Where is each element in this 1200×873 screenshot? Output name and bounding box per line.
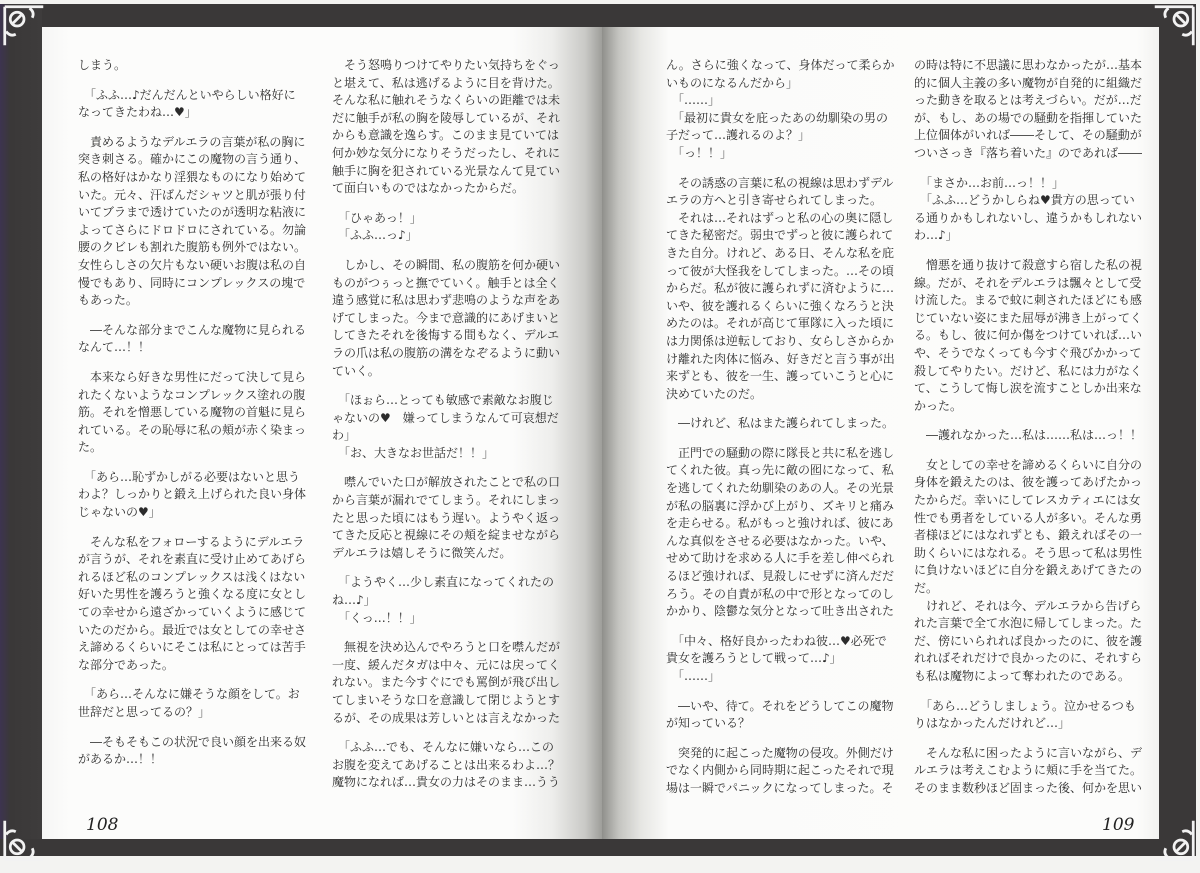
text-line: が知っている？ (666, 716, 751, 731)
text-line: 本来なら好きな男性にだって決して見ら (78, 369, 307, 384)
text-line: からだ。私が彼に護られずに済むように… (666, 281, 895, 296)
text-line: 突発的に起こった魔物の侵攻。外側だけ (666, 745, 894, 760)
paragraph-break (78, 357, 318, 369)
text-line: 子だって…護れるのよ？」 (666, 128, 811, 143)
text-line: 「ふふ…でも、そんなに嫌いなら…この (332, 740, 555, 755)
text-line: 「ふふ…っ♪」 (332, 228, 418, 243)
text-line: るが、その成果は芳しいとは言えなかった (332, 710, 561, 725)
text-line: いた。元々、汗ばんだシャツと肌が張り付 (78, 187, 306, 202)
text-line: 性でも勇者をしている人が多い。そんな勇 (914, 510, 1143, 525)
text-line: れない。また今すぐにでも罵倒が飛び出し (332, 675, 561, 690)
text-line: れた言葉で全て水泡に帰してしまった。た (914, 616, 1143, 631)
text-line: 噤んでいた口が解放されたことで私の口 (332, 475, 561, 490)
paragraph-break (78, 674, 318, 686)
text-line: そんな私をフォローするようにデルエラ (78, 534, 305, 549)
text-line: エラの方へと引き寄せられてしまった。 (666, 193, 883, 208)
paragraph-break (914, 245, 1154, 257)
book-frame-right (1159, 4, 1196, 856)
text-line: が私の脳裏に浮かび上がり、ズキリと痛み (666, 498, 895, 513)
paragraph-break (78, 722, 318, 734)
text-line: 「ようやく…少し素直になってくれたの (332, 575, 555, 590)
text-line: ものがつぅっと撫でていく。触手とは全く (332, 275, 560, 290)
text-line: に負けないほどに自分を鍛えあげてきたの (914, 563, 1143, 578)
paragraph-break (78, 75, 318, 87)
text-line: お腹を変えてあげることは出来るわよ…？ (332, 757, 561, 772)
paragraph-break (666, 686, 906, 698)
text-line: 場は一瞬でパニックになってしまった。そ (666, 780, 894, 795)
text-line: と堪えて、私は逃げるように目を背けた。 (332, 75, 560, 90)
text-line: 慢でもあり、同時にコンプレックスの塊で (78, 275, 306, 290)
text-line: 「まさか…お前…っ！！」 (914, 175, 1065, 190)
text-line: 魔物になれば…貴女の力はそのまま…うう (332, 775, 561, 790)
text-line: じゃないの♥」 (78, 505, 161, 520)
paragraph-break (78, 122, 318, 134)
paragraph-break (666, 403, 906, 415)
paragraph-break (666, 433, 906, 445)
text-line: だ。 (914, 581, 939, 596)
text-line: ―そもそもこの状況で良い顔を出来る奴 (78, 734, 307, 749)
text-line: でなく内側から同時期に起こったそれで現 (666, 763, 894, 778)
text-line: しまう。 (78, 58, 127, 72)
text-line: そんな私に触れそうなくらいの距離では未 (332, 93, 561, 108)
text-line: 好いた男性を護ろうと強くなる度に女とし (78, 587, 307, 602)
text-line: 「あら…どうしましょう。泣かせるつも (914, 698, 1136, 713)
text-line: めたのは。それが高じて軍隊に入った頃に (666, 316, 895, 331)
text-line: かかり、陰鬱な気分となって吐き出された (666, 604, 895, 619)
text-line: 「最初に貴女を庇ったあの幼馴染の男の (666, 110, 889, 125)
text-line: 「ふふ…どうかしらね♥貴方の思ってい (914, 193, 1135, 208)
text-line: ラの爪は私の腹筋の溝をなぞるように動い (332, 345, 561, 360)
text-line: 「中々、格好良かったわね彼…♥必死で (666, 633, 887, 648)
text-line: があるか…！！ (78, 752, 163, 767)
left-page (42, 27, 602, 839)
text-line: れればそれだけで良かったのに、それすら (914, 651, 1143, 666)
text-line: 的に個人主義の多い魔物が自発的に組織だ (914, 75, 1143, 90)
paragraph-break (332, 380, 572, 392)
text-line: ゃないの♥ 嫌ってしまうなんて可哀想だ (332, 410, 559, 425)
text-line: な部分であった。 (78, 657, 174, 672)
text-line: だ、傍にいられれば良かったのに、彼を護 (914, 633, 1143, 648)
text-line: る通りかもしれないし、違うかもしれない (914, 210, 1143, 225)
book-frame-left (0, 4, 42, 856)
text-line: った動きを取るとは考えづらい。だが…だ (914, 93, 1142, 108)
text-line: が、もし、あの場での騒動を指揮していた (914, 110, 1143, 125)
text-line: けれど、それは今、デルエラから告げら (914, 598, 1142, 613)
text-line: 責めるようなデルエラの言葉が私の胸に (78, 134, 306, 149)
text-line: や、そうでなくっても今すぐ飛びかかって (914, 345, 1142, 360)
text-line: ルエラは考えこむように頬に手を当てた。 (914, 763, 1143, 778)
text-line: 助くらいにはなれる。そう思って私は男性 (914, 545, 1143, 560)
text-line: なってきたわね…♥」 (78, 105, 197, 120)
text-column-2 (332, 57, 572, 792)
text-line: 憎悪を通り抜けて殺意すら宿した私の視 (914, 257, 1143, 272)
text-line: 違う感覚に私は思わず悲鳴のような声をあ (332, 293, 561, 308)
corner-ornament-icon (1152, 4, 1196, 48)
text-line: 一度、緩んだタガは中々、元には戻ってく (332, 657, 561, 672)
text-line: そんな私に困ったように言いながら、デ (914, 745, 1143, 760)
text-line: れたくないようなコンプレックス塗れの腹 (78, 387, 306, 402)
text-line: の時は特に不思議に思わなかったが…基本 (914, 58, 1143, 72)
text-line: 来ずとも、彼を一生、護っていこうと心に (666, 369, 895, 384)
text-line: てしまいそうな口を意識して閉じようとす (332, 693, 561, 707)
corner-ornament-icon (2, 4, 46, 48)
text-line: 線。だが、それをデルエラは飄々として受 (914, 275, 1142, 290)
text-line: んな真似をさせる必要はなかった。いや、 (666, 533, 894, 548)
paragraph-break (78, 457, 318, 469)
text-line: それは…それはずっと私の心の奥に隠し (666, 210, 894, 225)
text-line: そのまま数秒ほど固まった後、何かを思い (914, 780, 1143, 795)
text-line: れている。その恥辱に私の頬が赤く染まっ (78, 422, 307, 437)
corner-ornament-icon (1152, 818, 1196, 862)
text-line: 世辞だと思ってるの？」 (78, 705, 211, 719)
text-line: 貴女を護ろうとして戦って…♪」 (666, 651, 842, 666)
text-line: たと思った頃にはもう遅い。ようやく返っ (332, 510, 561, 525)
text-line: ―いや、待て。それをどうしてこの魔物 (666, 698, 894, 713)
text-line: ついさっき『落ち着いた』のであれば―― (914, 145, 1143, 160)
text-line: てきた反応と視線にその頬を綻ませながら (332, 528, 561, 543)
paragraph-break (332, 562, 572, 574)
text-line: 突き刺さる。確かにこの魔物の言う通り、 (78, 152, 307, 167)
text-line: たからだ。幸いにしてレスカティエには女 (914, 493, 1141, 508)
text-line: て、こうして悔し涙を流すことしか出来な (914, 381, 1142, 396)
text-line: よってさらにドロドロにされている。勿論 (78, 222, 307, 237)
text-line: 「ふふ…♪だんだんといやらしい格好に (78, 87, 296, 102)
paragraph-break (666, 163, 906, 175)
text-line: せめて助けを求める人に手を差し伸べられ (666, 551, 895, 566)
text-line: が言うが、それを素直に受け止めてあげら (78, 552, 307, 567)
paragraph-break (914, 733, 1154, 745)
text-line: わ」 (332, 428, 357, 443)
text-line: 「……」 (666, 93, 721, 108)
text-line: れるほど私のコンプレックスは浅くはない (78, 569, 306, 584)
text-line: しかし、その瞬間、私の腹筋を何か硬い (332, 257, 561, 272)
text-line: りはなかったんだけれど…」 (914, 716, 1071, 731)
text-line: 「くっ…！！」 (332, 610, 422, 625)
text-line: け離れた肉体に悩み、好きだと言う事が出 (666, 351, 895, 366)
text-line: るほど強ければ、見殺しにせずに済んだだ (666, 569, 895, 584)
text-line: わよ？しっかりと鍛え上げられた良い身体 (78, 487, 307, 502)
text-line: た。 (78, 440, 103, 455)
text-line: 「……」 (666, 669, 721, 683)
text-line: 私の格好はかなり淫猥なものになり始めて (78, 169, 307, 184)
text-line: 「ひゃあっ！」 (332, 210, 422, 225)
text-line: てくれた彼。真っ先に敵の囮になって、私 (666, 463, 894, 478)
corner-ornament-icon (2, 818, 46, 862)
book-frame-bottom (0, 839, 1196, 856)
text-line: してきたそれを後悔する間もなく、デルエ (332, 328, 560, 343)
text-line: 者様ほどにはなれずとも、鍛えればその一 (914, 528, 1143, 543)
text-line: 「あら…恥ずかしがる必要はないと思う (78, 469, 301, 484)
text-line: 身体を鍛えたのは、彼を護ってあげたかっ (914, 475, 1143, 490)
text-line: も私は魔物によって奪われたのである。 (914, 669, 1131, 683)
text-line: てきた秘密だ。弱虫でずっと彼に護られて (666, 228, 894, 243)
paragraph-break (332, 198, 572, 210)
text-line: 「ほぉら…とっても敏感で素敵なお腹じ (332, 393, 554, 408)
page-number-left: 108 (86, 815, 119, 835)
text-line: ん。さらに強くなって、身体だって柔らか (666, 58, 895, 72)
text-line: 「あら…そんなに嫌そうな顔をして。お (78, 687, 300, 702)
text-line: いや、彼を護れるくらいに強くなろうと決 (666, 298, 894, 313)
text-line: 触手に胸を犯されている光景なんて見てい (332, 163, 561, 178)
text-line: 何か妙な気分になりそうだったし、それに (332, 145, 561, 160)
text-line: 「っ！！」 (666, 145, 733, 160)
text-line: じていない姿にまた屈辱が沸き上がってく (914, 310, 1143, 325)
paragraph-break (914, 686, 1154, 698)
text-line: って彼が大怪我をしてしまった。…その頃 (666, 263, 895, 278)
book-frame-top (0, 4, 1196, 27)
text-line: デルエラは嬉しそうに微笑んだ。 (332, 545, 512, 560)
paragraph-break (332, 627, 572, 639)
text-line: 決めていたのだ。 (666, 386, 763, 401)
text-line: 上位個体がいれば――そして、その騒動が (914, 128, 1142, 143)
paragraph-break (914, 415, 1154, 427)
text-line: ―けれど、私はまた護られてしまった。 (666, 416, 895, 431)
right-page (602, 27, 1159, 839)
text-line: を逃してくれた幼馴染のあの人。その光景 (666, 481, 895, 496)
text-line: いものになるんだから」 (666, 75, 799, 90)
paragraph-break (332, 727, 572, 739)
text-line: もあった。 (78, 293, 138, 308)
text-line: ていく。 (332, 363, 380, 378)
text-line: 無視を決め込んでやろうと口を噤んだが (332, 640, 561, 655)
text-line: 正門での騒動の際に隊長と共に私を逃し (666, 445, 895, 460)
text-line: そう怒鳴りつけてやりたい気持ちをぐっ (332, 58, 560, 72)
text-line: わ…♪」 (914, 228, 958, 243)
text-column-1 (78, 57, 318, 769)
text-line: て面白いものではなかったからだ。 (332, 181, 525, 196)
text-line: 筋。それを憎悪している魔物の首魁に見ら (78, 405, 307, 420)
text-line: だに触手が私の胸を陵辱しているが、それ (332, 110, 561, 125)
text-line: ―護れなかった…私は……私は…っ！！ (914, 428, 1143, 443)
text-line: げてしまった。今まで意識的にあげまいと (332, 310, 561, 325)
text-line: から言葉が漏れでてしまう。それにしまっ (332, 493, 561, 508)
text-line: え諦めるくらいにそこは私にとっては苦手 (78, 640, 306, 655)
page-number-right: 109 (1102, 815, 1135, 835)
paragraph-break (332, 462, 572, 474)
text-line: ての幸せから遠ざかっていくように感じて (78, 605, 307, 620)
text-line: る。もし、彼に何か傷をつけていれば…い (914, 328, 1143, 343)
text-line: なんて…！！ (78, 340, 151, 355)
text-column-3 (666, 57, 906, 798)
text-line: いてブラまで透けていたのが透明な粘液に (78, 205, 307, 220)
paragraph-break (332, 245, 572, 257)
text-line: きた自分。けれど、ある日、そんな私を庇 (666, 245, 895, 260)
paragraph-break (914, 163, 1154, 175)
text-line: いたのだから。最近では女としての幸せさ (78, 622, 307, 637)
text-line: 女性らしさの欠片もない硬いお腹は私の自 (78, 257, 307, 272)
text-line: 腰のクビレも割れた腹筋も例外ではない。 (78, 240, 307, 255)
text-line: 「お、大きなお世話だ！！」 (332, 445, 495, 460)
text-line: ―そんな部分までこんな魔物に見られる (78, 322, 307, 337)
text-line: け流した。まるで蚊に刺されたほどにも感 (914, 293, 1142, 308)
paragraph-break (78, 310, 318, 322)
text-line: その誘惑の言葉に私の視線は思わずデル (666, 175, 894, 190)
paragraph-break (666, 621, 906, 633)
paragraph-break (78, 522, 318, 534)
text-line: ね…♪」 (332, 593, 376, 608)
text-line: を走らせる。私がもっと強ければ、彼にあ (666, 516, 894, 531)
paragraph-break (914, 445, 1154, 457)
text-column-4 (914, 57, 1154, 798)
text-line: ろう。その自責が私の中で形となってのし (666, 586, 895, 601)
text-line: かった。 (914, 398, 963, 413)
text-line: 女としての幸せを諦めるくらいに自分の (914, 457, 1143, 472)
text-line: からも意識を逸らす。このまま見ていては (332, 128, 560, 143)
text-line: 殺してやりたい。だけど、私には力がなく (914, 363, 1143, 378)
paragraph-break (666, 733, 906, 745)
text-line: は力関係は逆転しており、女らしさからか (666, 333, 895, 348)
